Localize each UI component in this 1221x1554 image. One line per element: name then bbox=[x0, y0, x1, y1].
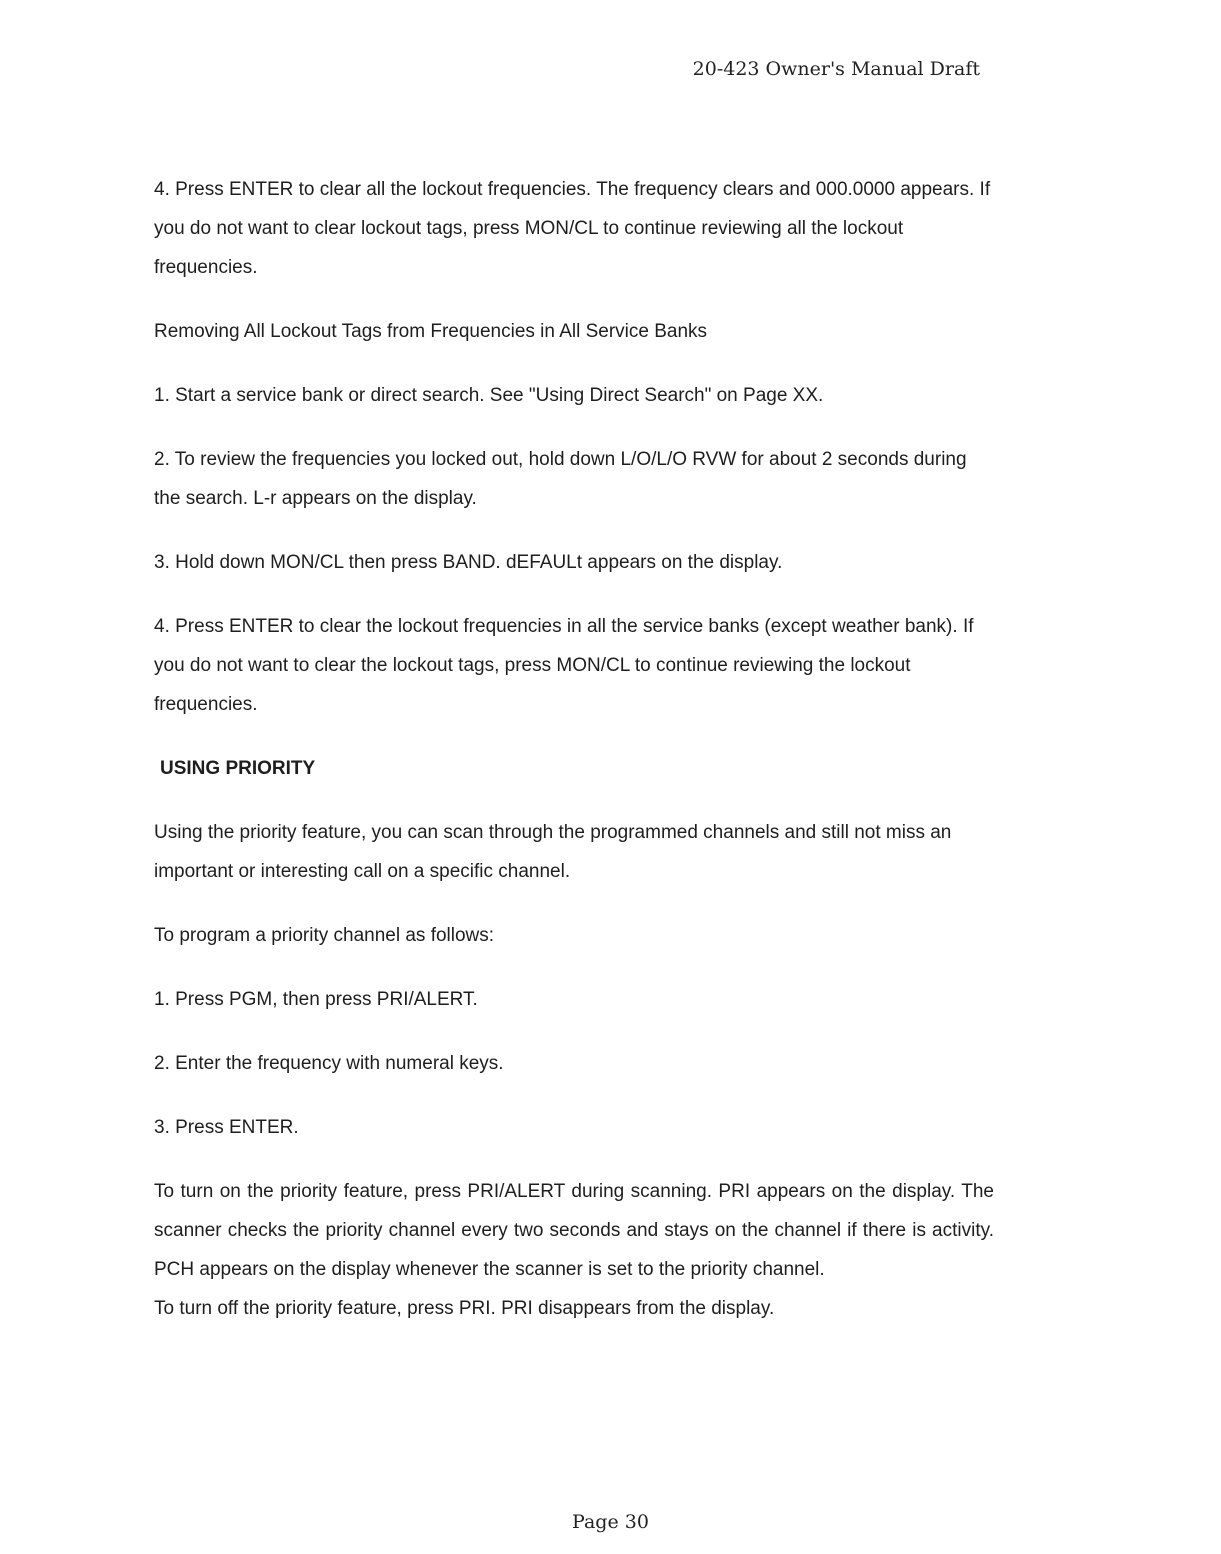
priority-turn-on: To turn on the priority feature, press PRI/ALERT during scanning. PRI appears on the display. The scanner checks the priority channel every two seconds and stays on the channel if there is activity. PCH appears on the display whenever the scanner is set to the priority channel. bbox=[154, 1181, 994, 1280]
page-body bbox=[154, 170, 994, 1353]
section-heading-using-priority: USING PRIORITY bbox=[160, 758, 316, 779]
running-header: 20-423 Owner's Manual Draft bbox=[692, 58, 980, 80]
step-4-clear-lockout: 4. Press ENTER to clear all the lockout frequencies. The frequency clears and 000.0000 appears. If you do not want to clear lockout tags, press MON/CL to continue reviewing all the lockout frequencies. bbox=[154, 179, 991, 278]
step-2-review-frequencies: 2. To review the frequencies you locked out, hold down L/O/L/O RVW for about 2 seconds during the search. L-r appears on the display. bbox=[154, 449, 967, 509]
priority-step-3: 3. Press ENTER. bbox=[154, 1117, 299, 1138]
priority-intro: Using the priority feature, you can scan through the programmed channels and still not miss an important or interesting call on a specific channel. bbox=[154, 822, 952, 882]
step-4-clear-all-banks: 4. Press ENTER to clear the lockout frequencies in all the service banks (except weather bank). If you do not want to clear the lockout tags, press MON/CL to continue reviewing the lockout frequencies. bbox=[154, 616, 974, 715]
priority-step-1: 1. Press PGM, then press PRI/ALERT. bbox=[154, 989, 478, 1010]
page-number: Page 30 bbox=[572, 1511, 649, 1533]
subheading-remove-all-lockout: Removing All Lockout Tags from Frequencies in All Service Banks bbox=[154, 321, 708, 342]
priority-turn-off: To turn off the priority feature, press PRI. PRI disappears from the display. bbox=[154, 1298, 775, 1319]
step-1-start-search: 1. Start a service bank or direct search. See "Using Direct Search" on Page XX. bbox=[154, 385, 824, 406]
priority-step-2: 2. Enter the frequency with numeral keys. bbox=[154, 1053, 504, 1074]
step-3-hold-mon-cl: 3. Hold down MON/CL then press BAND. dEFAULt appears on the display. bbox=[154, 552, 783, 573]
program-priority-intro: To program a priority channel as follows: bbox=[154, 925, 495, 946]
